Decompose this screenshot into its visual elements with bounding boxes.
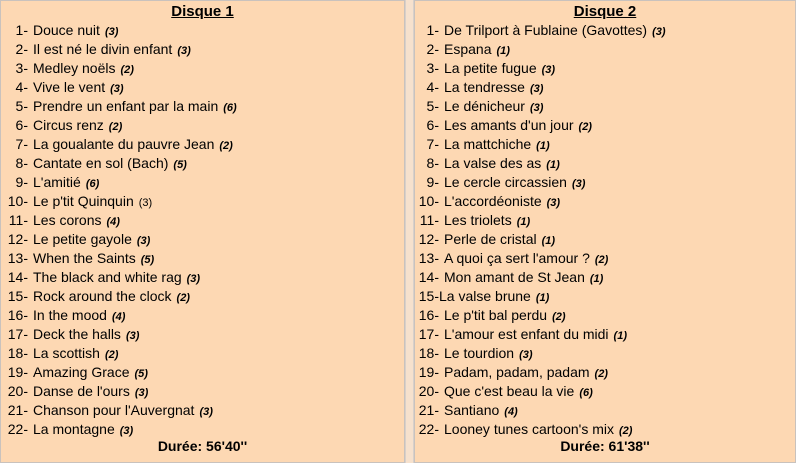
track-count: (4) — [111, 311, 126, 323]
track-count: (3) — [110, 83, 124, 95]
column-divider — [405, 0, 414, 463]
track-title: Les amants d'un jour — [444, 117, 574, 133]
track-row — [1, 401, 404, 420]
track-number: 4- — [426, 79, 439, 95]
track-title: Le petite gayole — [33, 231, 132, 247]
track-number: 6- — [15, 117, 28, 133]
disc-1-title: Disque 1 — [171, 3, 234, 20]
track-title: Le tourdion — [444, 345, 515, 361]
track-number: 7- — [426, 136, 439, 152]
track-count: (3) — [138, 197, 153, 209]
track-number: 5- — [15, 98, 28, 114]
track-number: 18- — [7, 345, 28, 361]
track-count: (1) — [536, 140, 550, 152]
track-number: 13- — [418, 250, 439, 266]
track-row — [415, 97, 795, 116]
track-count: (6) — [579, 387, 593, 399]
track-row — [1, 192, 404, 211]
track-title: La scottish — [33, 345, 100, 361]
track-row — [415, 363, 795, 382]
track-number: 6- — [426, 117, 439, 133]
track-number: 14- — [7, 269, 28, 285]
track-count: (3) — [119, 425, 134, 437]
track-count: (3) — [519, 349, 533, 361]
track-title: Danse de l'ours — [33, 383, 130, 399]
track-count: (6) — [85, 178, 100, 190]
track-number: 19- — [7, 364, 28, 380]
track-number: 11- — [419, 212, 439, 228]
track-row — [1, 230, 404, 249]
track-number: 2- — [15, 41, 28, 57]
track-number: 11- — [8, 212, 28, 228]
track-number: 12- — [418, 231, 439, 247]
track-count: (1) — [613, 330, 627, 342]
track-title: The black and white rag — [33, 269, 182, 285]
track-number: 1- — [426, 22, 439, 38]
track-count: (1) — [516, 216, 531, 228]
track-number: 17- — [7, 326, 28, 342]
track-row — [1, 78, 404, 97]
track-title: Les triolets — [444, 212, 512, 228]
disc-2-track-list — [415, 21, 795, 439]
track-title: Le p'tit Quinquin — [33, 193, 134, 209]
track-row — [1, 382, 404, 401]
track-row — [1, 21, 404, 40]
track-title: Cantate en sol (Bach) — [33, 155, 169, 171]
track-count: (2) — [552, 311, 566, 323]
track-number: 3- — [15, 60, 28, 76]
track-count: (3) — [177, 45, 191, 57]
track-title: A quoi ça sert l'amour ? — [444, 250, 590, 266]
track-title: La montagne — [33, 421, 115, 437]
track-title: Vive le vent — [33, 79, 106, 95]
track-title: Douce nuit — [33, 22, 100, 38]
track-number: 16- — [7, 307, 28, 323]
track-count: (3) — [136, 235, 151, 247]
track-count: (3) — [125, 330, 140, 342]
track-count: (3) — [134, 387, 149, 399]
track-title: Padam, padam, padam — [444, 364, 590, 380]
track-title: L'amitié — [33, 174, 81, 190]
track-row — [415, 78, 795, 97]
track-number: 19- — [418, 364, 439, 380]
track-row — [415, 59, 795, 78]
track-count: (2) — [120, 64, 134, 76]
track-title: Le dénicheur — [444, 98, 525, 114]
track-number: 9- — [426, 174, 439, 190]
track-count: (3) — [199, 406, 213, 418]
track-number: 20- — [7, 383, 28, 399]
track-number: 1- — [15, 22, 28, 38]
track-count: (2) — [594, 368, 608, 380]
track-count: (1) — [589, 273, 604, 285]
track-row — [1, 287, 404, 306]
track-row — [415, 211, 795, 230]
track-number: 8- — [15, 155, 28, 171]
track-count: (1) — [496, 45, 510, 57]
track-title: Le p'tit bal perdu — [444, 307, 548, 323]
track-number: 22- — [7, 421, 28, 437]
track-title: La goualante du pauvre Jean — [33, 136, 215, 152]
track-row — [415, 287, 795, 306]
track-row — [415, 192, 795, 211]
track-number: 22- — [418, 421, 439, 437]
track-title: Medley noëls — [33, 60, 116, 76]
track-title: Circus renz — [33, 117, 104, 133]
track-row — [1, 116, 404, 135]
track-count: (3) — [529, 83, 544, 95]
track-title: Mon amant de St Jean — [444, 269, 585, 285]
track-title: Il est né le divin enfant — [33, 41, 173, 57]
track-count: (2) — [104, 349, 119, 361]
track-row — [415, 420, 795, 439]
track-title: La valse brune — [439, 288, 531, 304]
track-title: Deck the halls — [33, 326, 121, 342]
track-count: (2) — [219, 140, 233, 152]
track-title: Chanson pour l'Auvergnat — [33, 402, 195, 418]
track-row — [415, 173, 795, 192]
track-title: Looney tunes cartoon's mix — [444, 421, 614, 437]
track-title: Les corons — [33, 212, 102, 228]
track-number: 21- — [418, 402, 439, 418]
track-number: 9- — [15, 174, 28, 190]
track-title: La mattchiche — [444, 136, 532, 152]
track-row — [415, 268, 795, 287]
track-row — [415, 382, 795, 401]
track-title: Que c'est beau la vie — [444, 383, 575, 399]
track-title: L'accordéoniste — [444, 193, 542, 209]
track-count: (3) — [652, 26, 666, 38]
track-number: 12- — [7, 231, 28, 247]
disc-2-title: Disque 2 — [573, 3, 637, 20]
track-title: Perle de cristal — [444, 231, 537, 247]
track-title: De Trilport à Fublaine (Gavottes) — [444, 22, 648, 38]
track-title: Santiano — [444, 402, 500, 418]
track-count: (6) — [223, 102, 237, 114]
track-number: 15- — [418, 288, 439, 304]
track-title: Espana — [444, 41, 492, 57]
track-count: (3) — [571, 178, 586, 190]
track-count: (3) — [546, 197, 561, 209]
track-row — [1, 211, 404, 230]
track-count: (3) — [104, 26, 119, 38]
track-row — [415, 135, 795, 154]
disc-1-duration: Durée: 56'40'' — [157, 438, 248, 454]
track-row — [1, 173, 404, 192]
track-count: (3) — [186, 273, 201, 285]
track-row — [415, 306, 795, 325]
track-row — [1, 344, 404, 363]
track-count: (5) — [173, 159, 187, 171]
track-row — [1, 420, 404, 439]
track-row — [1, 135, 404, 154]
disc-1-track-list — [1, 21, 404, 439]
track-count: (2) — [594, 254, 609, 266]
track-count: (5) — [140, 254, 155, 266]
track-number: 5- — [426, 98, 439, 114]
track-row — [1, 325, 404, 344]
track-row — [415, 116, 795, 135]
track-count: (4) — [504, 406, 518, 418]
track-count: (1) — [541, 235, 556, 247]
track-row — [1, 97, 404, 116]
track-row — [1, 40, 404, 59]
track-number: 16- — [418, 307, 439, 323]
track-count: (2) — [176, 292, 190, 304]
track-number: 17- — [418, 326, 439, 342]
track-number: 7- — [15, 136, 28, 152]
track-title: La valse des as — [444, 155, 542, 171]
track-title: When the Saints — [33, 250, 136, 266]
track-number: 14- — [418, 269, 439, 285]
disc-2-duration: Durée: 61'38'' — [560, 438, 650, 454]
track-number: 18- — [418, 345, 439, 361]
track-title: La tendresse — [444, 79, 525, 95]
track-row — [1, 249, 404, 268]
track-row — [415, 401, 795, 420]
track-number: 21- — [7, 402, 28, 418]
track-title: Prendre un enfant par la main — [33, 98, 219, 114]
track-row — [1, 363, 404, 382]
track-count: (1) — [535, 292, 550, 304]
track-row — [1, 268, 404, 287]
track-count: (3) — [541, 64, 556, 76]
track-count: (3) — [529, 102, 544, 114]
disc-2-column — [414, 0, 796, 463]
track-number: 10- — [7, 193, 28, 209]
track-row — [415, 230, 795, 249]
track-number: 13- — [7, 250, 28, 266]
track-number: 20- — [418, 383, 439, 399]
track-count: (2) — [108, 121, 123, 133]
track-title: In the mood — [33, 307, 107, 323]
track-number: 15- — [7, 288, 28, 304]
track-count: (5) — [134, 368, 148, 380]
track-count: (2) — [619, 425, 633, 437]
track-row — [415, 249, 795, 268]
track-row — [1, 306, 404, 325]
track-row — [415, 154, 795, 173]
track-title: La petite fugue — [444, 60, 537, 76]
track-row — [415, 344, 795, 363]
track-number: 4- — [15, 79, 28, 95]
track-count: (2) — [578, 121, 592, 133]
track-number: 10- — [418, 193, 439, 209]
track-number: 3- — [426, 60, 439, 76]
track-number: 8- — [426, 155, 439, 171]
track-title: L'amour est enfant du midi — [444, 326, 609, 342]
track-count: (1) — [546, 159, 560, 171]
track-row — [415, 40, 795, 59]
track-title: Le cercle circassien — [444, 174, 567, 190]
track-title: Amazing Grace — [33, 364, 130, 380]
track-row — [415, 325, 795, 344]
track-count: (4) — [106, 216, 120, 228]
track-number: 2- — [426, 41, 439, 57]
track-row — [1, 154, 404, 173]
track-row — [1, 59, 404, 78]
track-title: Rock around the clock — [33, 288, 172, 304]
track-row — [415, 21, 795, 40]
